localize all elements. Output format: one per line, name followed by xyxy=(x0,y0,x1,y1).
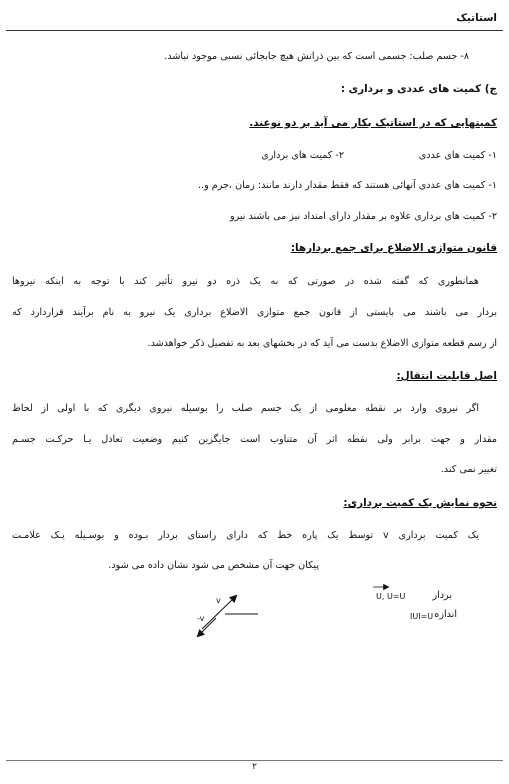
running-header-title: استاتیک xyxy=(456,12,497,24)
vector-notation: U, U=U xyxy=(376,592,406,601)
vector-v-label: v xyxy=(216,596,221,605)
magnitude-notation: IUI=U xyxy=(410,612,434,621)
parallelogram-paragraph-line-2: بردار می باشند می بایستی از قانون جمع متوازی الاضلاع برداری یک نیرو به نام برآیند قراردارد که xyxy=(12,307,497,318)
item-vector-quantity: ۲- کمیت های برداری xyxy=(261,150,344,161)
scalar-quantity-definition: ۱- کمیت های عددی آنهائی هستند که فقط مقدار دارند مانند: زمان ،جرم و.. xyxy=(197,180,497,191)
vector-minus-v-label: -v xyxy=(197,614,205,623)
footer-rule xyxy=(6,760,503,761)
parallelogram-paragraph-line-3: از رسم قطعه متوازی الاضلاع بدست می آید که در بخشهای بعد به تفصیل ذکر خواهدشد. xyxy=(147,338,497,349)
transmissibility-paragraph-line-1: اگر نیروی وارد بر نقطه معلومی از یک جسم صلب را بوسیله نیروی دیگری که با اولی از لحاظ xyxy=(12,403,479,414)
page-number: ۲ xyxy=(252,762,257,772)
parallelogram-paragraph-line-1: همانطوری که گفته شده در صورتی که به یک ذره دو نیرو تأثیر کند با توجه به اینکه نیروها xyxy=(12,276,479,287)
section-heading-scalar-vector: ج) کمیت های عددی و برداری : xyxy=(340,83,497,95)
magnitude-word-label: اندازه xyxy=(434,609,457,620)
transmissibility-paragraph-line-2: مقدار و جهت برابر ولی نقطه اثر آن متناوب است جایگزین کنیم وضعیت تعادل یـا حرکـت جسـم xyxy=(12,434,497,445)
rigid-body-definition: ۸- جسم صلب: جسمی است که بین ذراتش هیچ جابجائی نسبی موجود نباشد. xyxy=(164,51,469,62)
heading-parallelogram-law: قانون متوازی الاضلاع برای جمع بردارها: xyxy=(290,242,497,254)
heading-quantity-types: کمیتهایی که در استاتیک بکار می آید بر دو نوعند. xyxy=(249,117,497,129)
vector-quantity-definition: ۲- کمیت های برداری علاوه بر مقدار دارای امتداد نیز می باشند نیرو xyxy=(229,211,497,222)
heading-vector-display: نحوه نمایش یک کمیت برداری: xyxy=(343,497,497,509)
vector-display-paragraph-line-1: یک کمیت برداری v توسط یک پاره خط که دارای راستای بردار بـوده و بوسـیله یـک علامـت xyxy=(12,530,479,541)
item-scalar-quantity: ۱- کمیت های عددی xyxy=(418,150,497,161)
transmissibility-paragraph-line-3: تغییر نمی کند. xyxy=(440,464,497,475)
vector-display-paragraph-line-2: پیکان جهت آن مشخص می شود نشان داده می شود. xyxy=(108,560,319,571)
heading-transmissibility: اصل قابلیت انتقال: xyxy=(396,370,497,382)
vector-word-label: بردار xyxy=(432,590,452,601)
